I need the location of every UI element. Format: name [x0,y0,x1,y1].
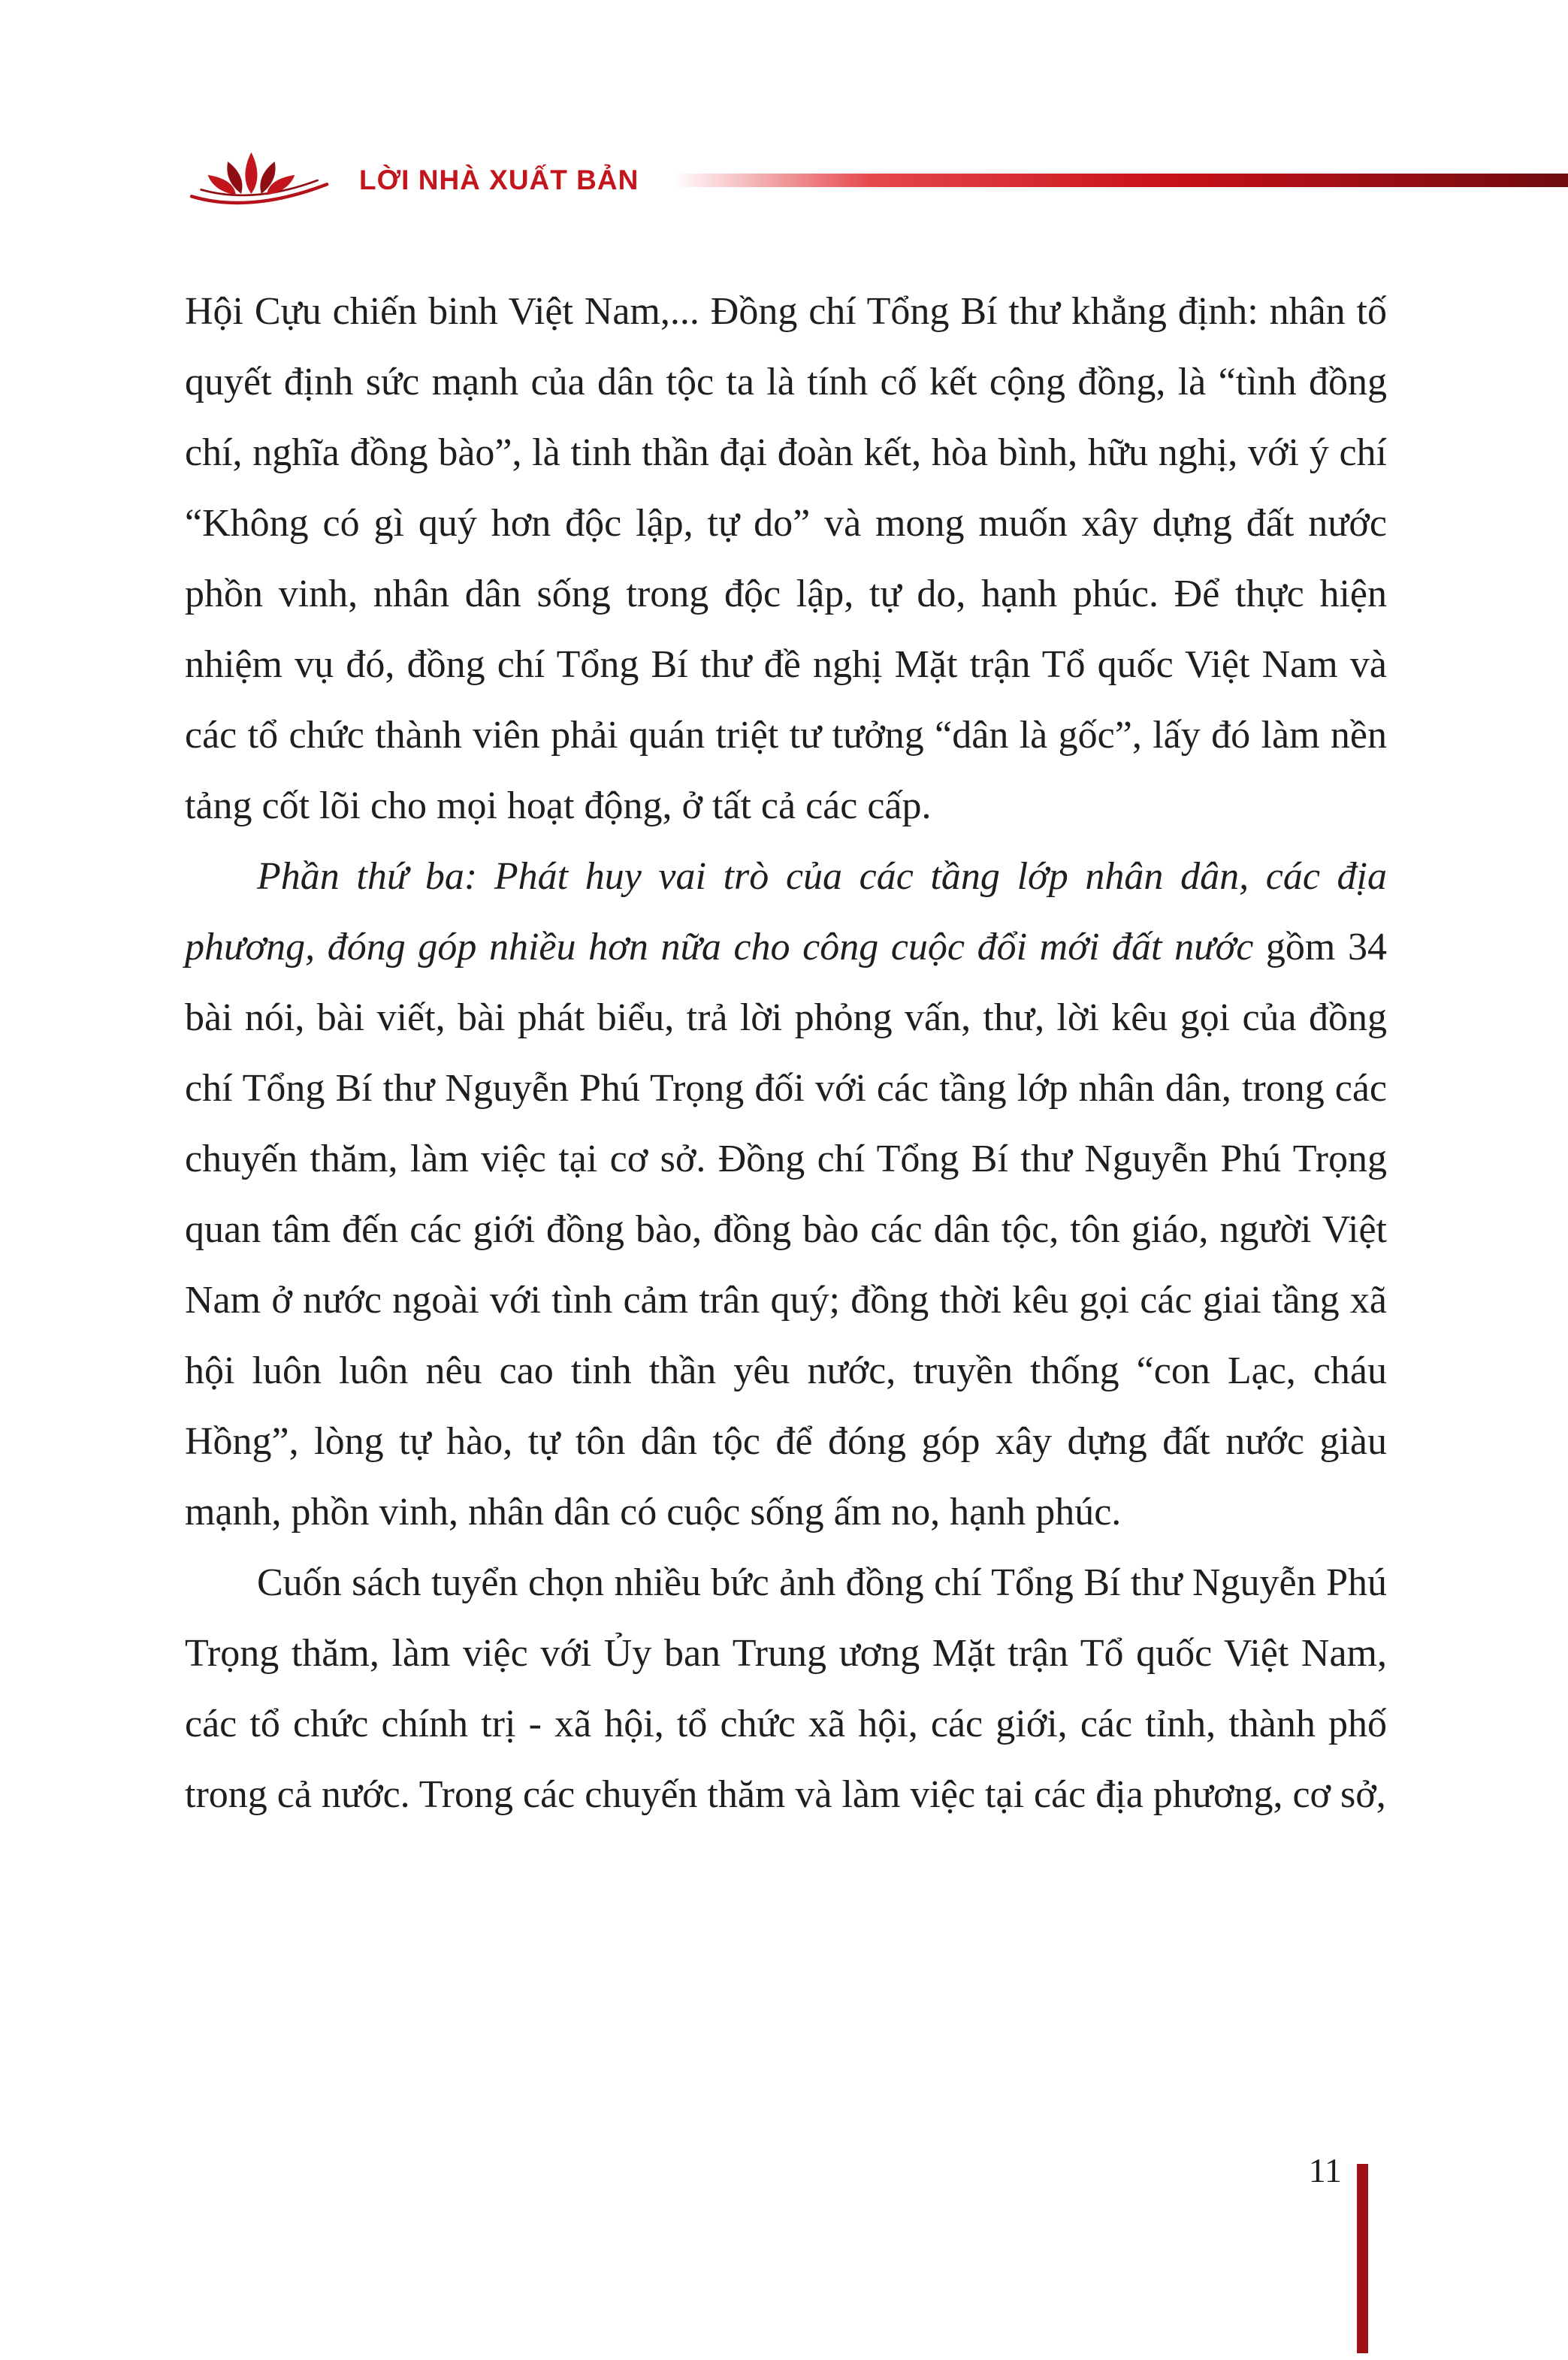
paragraph-3: Cuốn sách tuyển chọn nhiều bức ảnh đồng chí Tổng Bí thư Nguyễn Phú Trọng thăm, làm việc với Ủy ban Trung ương Mặt trận Tổ quốc Việt Nam, các tổ chức chính trị - xã hội, tổ chức xã hội, các giới, các tỉnh, thành phố trong cả nước. Trong các chuyến thăm và làm việc tại các địa phương, cơ sở, [185,1561,1387,1816]
paragraph-2 [185,842,1387,1548]
section-title: LỜI NHÀ XUẤT BẢN [359,165,639,195]
paragraph-2-regular-text: gồm 34 bài nói, bài viết, bài phát biểu, trả lời phỏng vấn, thư, lời kêu gọi của đồng chí Tổng Bí thư Nguyễn Phú Trọng đối với các tầng lớp nhân dân, trong các chuyến thăm, làm việc tại cơ sở. Đồng chí Tổng Bí thư Nguyễn Phú Trọng quan tâm đến các giới đồng bào, đồng bào các dân tộc, tôn giáo, người Việt Nam ở nước ngoài với tình cảm trân quý; đồng thời kêu gọi các giai tầng xã hội luôn luôn nêu cao tinh thần yêu nước, truyền thống “con Lạc, cháu Hồng”, lòng tự hào, tự tôn dân tộc để đóng góp xây dựng đất nước giàu mạnh, phồn vinh, nhân dân có cuộc sống ấm no, hạnh phúc. [185,926,1387,1534]
paragraph-2-italic-lead: Phần thứ ba: Phát huy vai trò của các tầng lớp nhân dân, các địa phương, đóng góp nhiều hơn nữa cho công cuộc đổi mới đất nước [185,855,1387,968]
page-number: 11 [1308,2151,1342,2189]
page-edge-bar [1357,2164,1368,2353]
header-accent-bar [673,174,1568,187]
page-header [186,143,1568,218]
page-body [185,276,1387,1830]
paragraph-1: Hội Cựu chiến binh Việt Nam,... Đồng chí Tổng Bí thư khẳng định: nhân tố quyết định sức mạnh của dân tộc ta là tính cố kết cộng đồng, là “tình đồng chí, nghĩa đồng bào”, là tinh thần đại đoàn kết, hòa bình, hữu nghị, với ý chí “Không có gì quý hơn độc lập, tự do” và mong muốn xây dựng đất nước phồn vinh, nhân dân sống trong độc lập, tự do, hạnh phúc. Để thực hiện nhiệm vụ đó, đồng chí Tổng Bí thư đề nghị Mặt trận Tổ quốc Việt Nam và các tổ chức thành viên phải quán triệt tư tưởng “dân là gốc”, lấy đó làm nền tảng cốt lõi cho mọi hoạt động, ở tất cả các cấp. [185,290,1387,827]
lotus-icon [186,146,334,215]
